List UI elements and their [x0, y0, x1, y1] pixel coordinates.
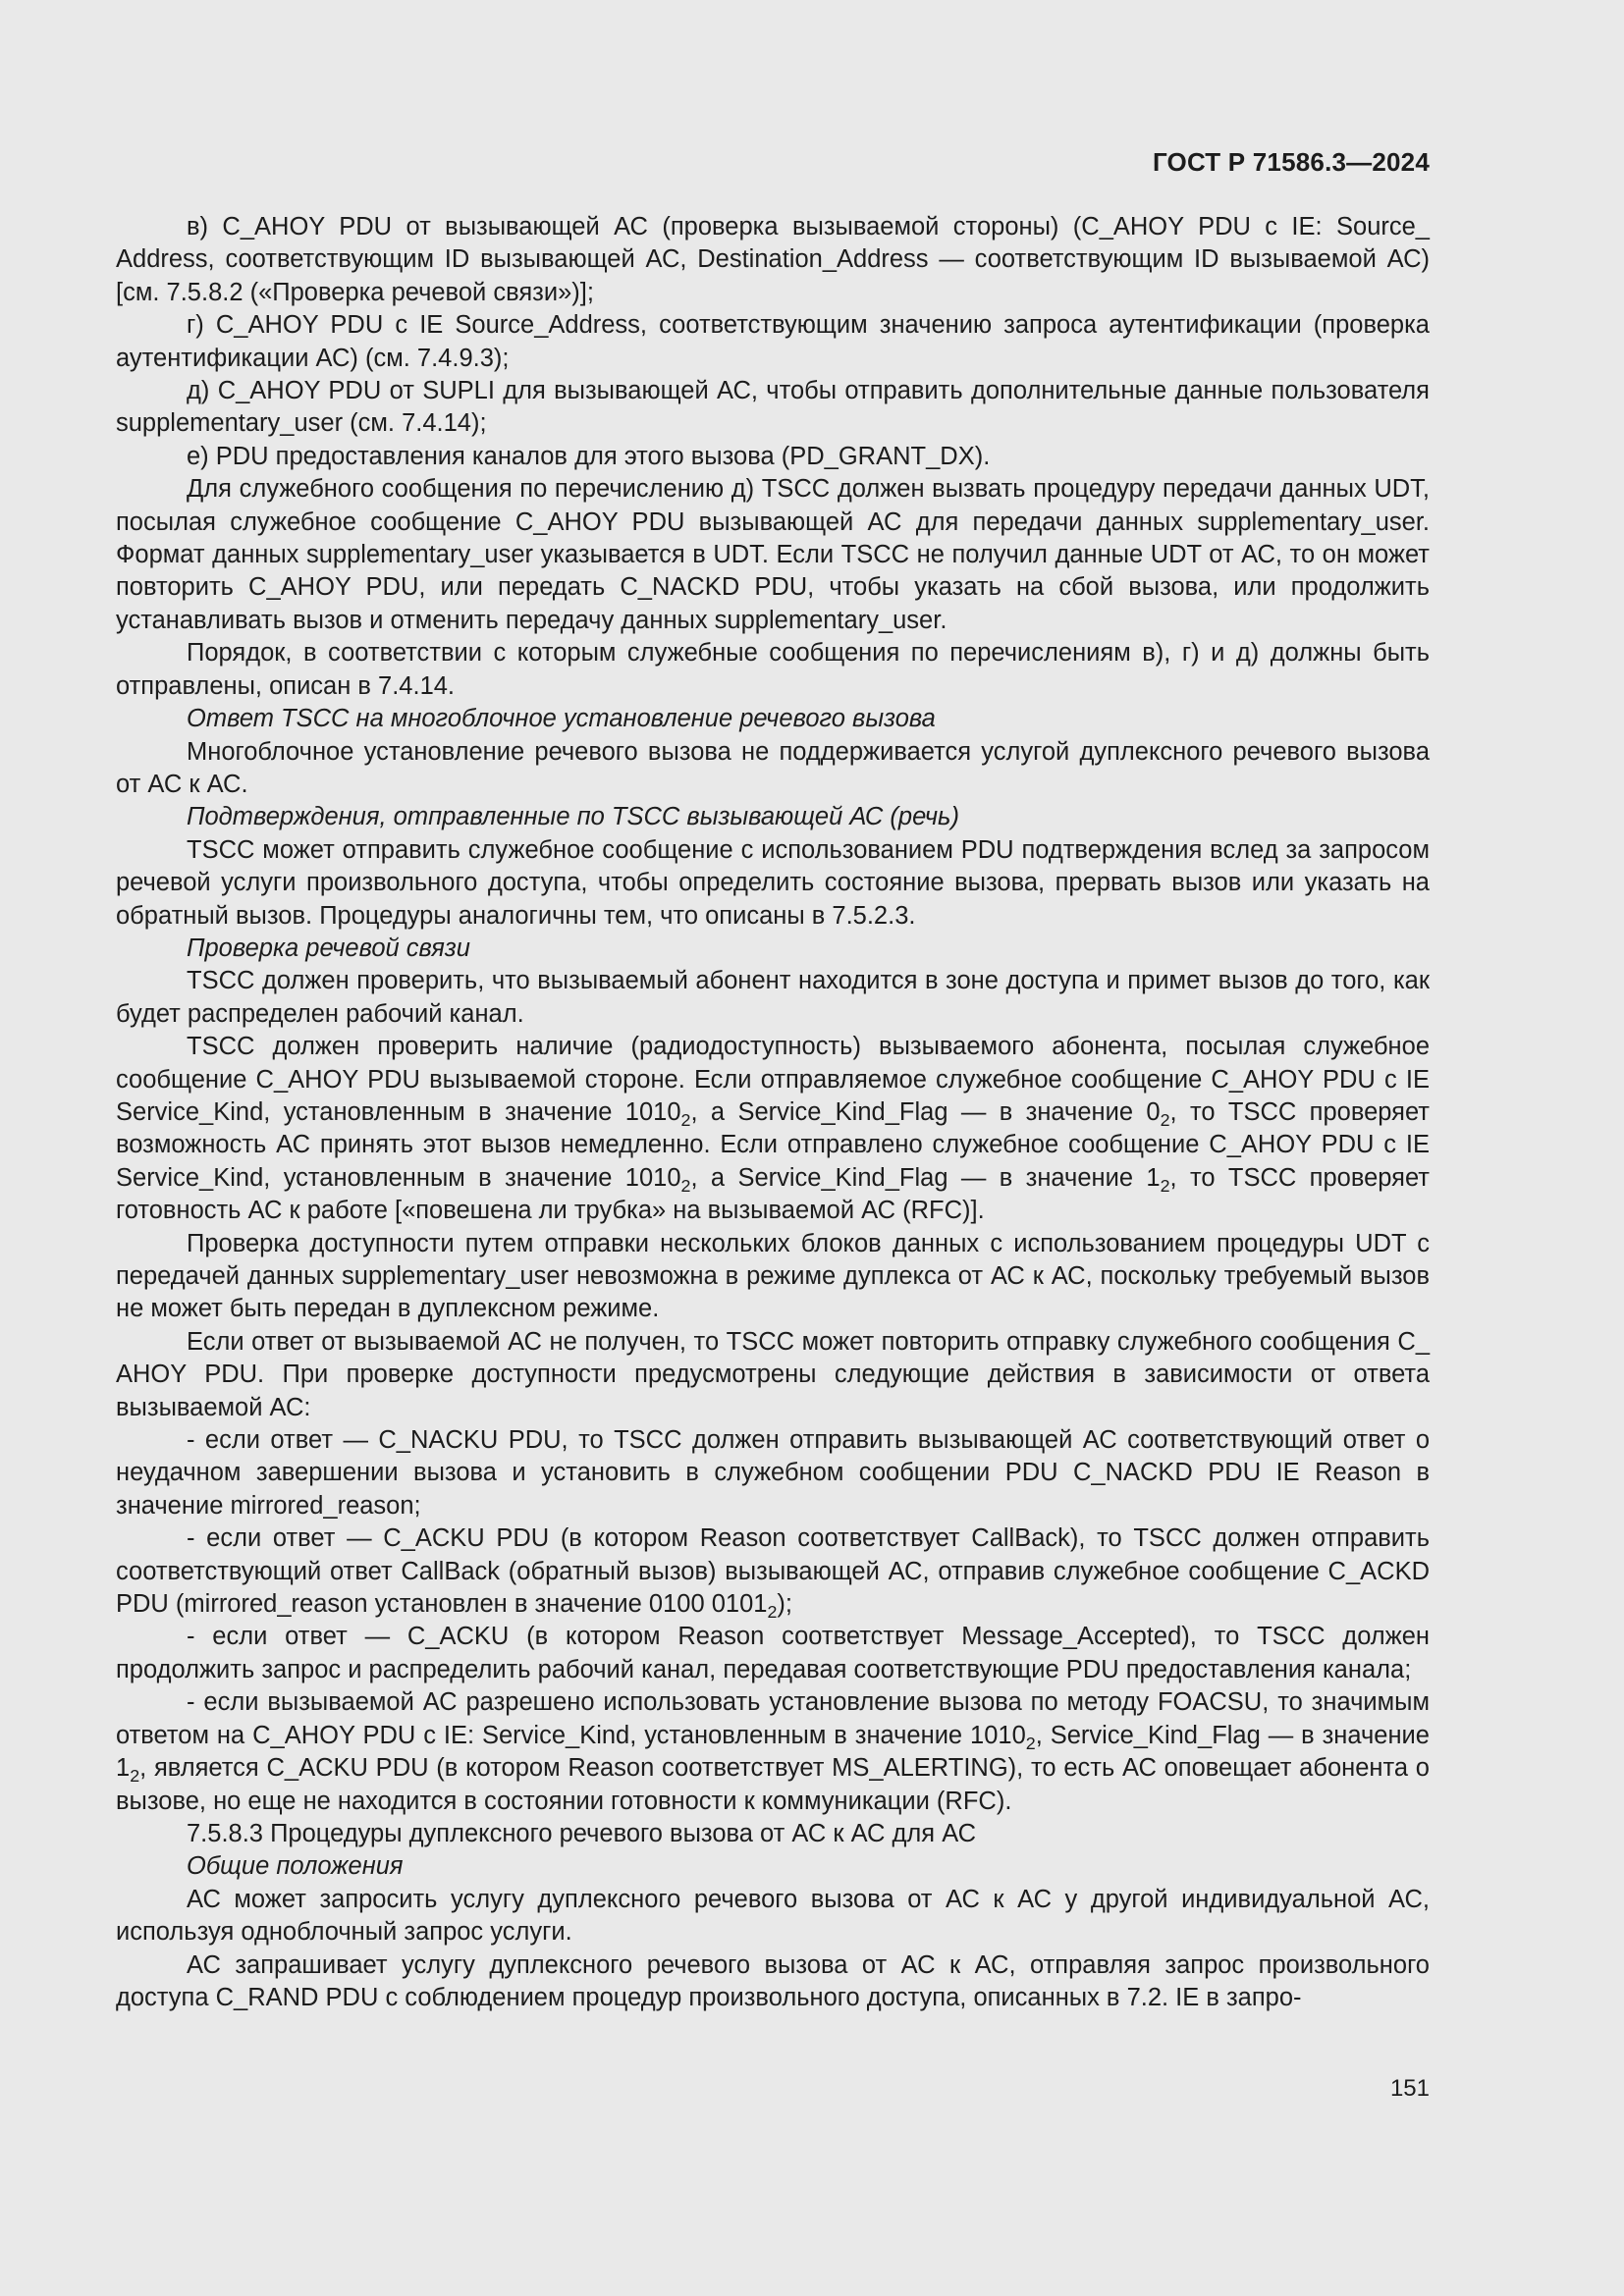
section-heading: 7.5.8.3 Процедуры дуплексного речевого вызова от АС к АС для АС — [187, 1819, 977, 1847]
document-header: ГОСТ Р 71586.3—2024 — [1152, 147, 1430, 177]
list-item: - если ответ — C_ACKU PDU (в котором Reason соответствует CallBack), то TSCC должен отправить соответствующий ответ CallBack (обратный вызов) вызывающей АС, отправив служебное сообщение C_ACKD PDU (mirrored_reason установлен в значение 0100 $0101_2$); — [116, 1524, 1431, 1623]
paragraph: Многоблочное установление речевого вызова не поддерживается услугой дуплексного речевого вызова от АС к АС. — [116, 737, 1430, 798]
list-item: - если ответ — C_ACKU (в котором Reason соответствует Message_Accepted), то TSCC должен продолжить запрос и распределить рабочий канал, передавая соответствующие PDU предоставления канала; — [116, 1623, 1431, 1683]
list-item-d: д) C_AHOY PDU от SUPLI для вызывающей АС, чтобы отправить дополнительные данные пользователя supplementary_user (см. 7.4.14); — [116, 377, 1430, 438]
list-item-e: е) PDU предоставления каналов для этого вызова (PD_GRANT_DX). — [187, 442, 991, 470]
paragraph: Для служебного сообщения по перечислению д) TSCC должен вызвать процедуру передачи данных UDT, посылая служебное сообщение C_AHOY PDU вызывающей АС для передачи данных supplementary_user. Формат данных supplementary_user указывается в UDT. Если TSCC не получил данные UDT от АС, то он может повторить C_AHOY PDU, или передать C_NACKD PDU, чтобы указать на сбой вызова, или продолжить устанавливать вызов и отменить передачу данных supplementary_user. — [116, 475, 1430, 634]
subheading: Общие положения — [187, 1852, 404, 1881]
paragraph: TSCC должен проверить, что вызываемый абонент находится в зоне доступа и примет вызов до того, как будет распределен рабочий канал. — [116, 967, 1430, 1028]
paragraph: АС запрашивает услугу дуплексного речевого вызова от АС к АС, отправляя запрос произвольного доступа C_RAND PDU с соблюдением процедур произвольного доступа, описанных в 7.2. IE в запро- — [116, 1950, 1430, 2011]
list-item-v: в) C_AHOY PDU от вызывающей АС (проверка вызываемой стороны) (C_AHOY PDU с IE: Source_Address, соответствующим ID вызывающей АС, Destination_Address — соответствующим ID вызываемой АС) [см. 7.5.8.2 («Проверка речевой связи»)]; — [116, 213, 1430, 306]
subheading: Проверка речевой связи — [187, 934, 470, 962]
paragraph: TSCC должен проверить наличие (радиодоступность) вызываемого абонента, посылая служебное сообщение C_AHOY PDU вызываемой стороне. Если отправляемое служебное сообщение C_AHOY PDU с IE Service_Kind, установленным в значение $1010_2$, а Service_Kind_Flag — в значение $0_2$, то TSCC проверяет возможность АС принять этот вызов немедленно. Если отправлено служебное сообщение C_AHOY PDU с IE Service_Kind, установленным в значение $1010_2$, а Service_Kind_Flag — в значение $1_2$, то TSCC проверяет готовность АС к работе [«повешена ли трубка» на вызываемой АС (RFC)]. — [116, 1033, 1430, 1225]
list-item-g: г) C_AHOY PDU с IE Source_Address, соответствующим значению запроса аутентификации (проверка аутентификации АС) (см. 7.4.9.3); — [116, 311, 1430, 372]
subheading: Ответ TSCC на многоблочное установление речевого вызова — [187, 705, 936, 733]
paragraph: Порядок, в соответствии с которым служебные сообщения по перечислениям в), г) и д) должны быть отправлены, описан в 7.4.14. — [116, 639, 1430, 700]
paragraph: АС может запросить услугу дуплексного речевого вызова от АС к АС у другой индивидуальной АС, используя одноблочный запрос услуги. — [116, 1885, 1430, 1947]
paragraph: Если ответ от вызываемой АС не получен, то TSCC может повторить отправку служебного сообщения C_AHOY PDU. При проверке доступности предусмотрены следующие действия в зависимости от ответа вызываемой АС: — [116, 1327, 1430, 1421]
page-number: 151 — [1389, 2075, 1430, 2102]
document-body — [116, 211, 1430, 2014]
list-item: - если ответ — C_NACKU PDU, то TSCC должен отправить вызывающей АС соответствующий ответ о неудачном завершении вызова и установить в служебном сообщении PDU C_NACKD PDU IE Reason в значение mirrored_reason; — [116, 1426, 1430, 1520]
paragraph: Проверка доступности путем отправки нескольких блоков данных с использованием процедуры UDT с передачей данных supplementary_user невозможна в режиме дуплекса от АС к АС, поскольку требуемый вызов не может быть передан в дуплексном режиме. — [116, 1229, 1430, 1323]
subheading: Подтверждения, отправленные по TSCC вызывающей АС (речь) — [187, 803, 959, 831]
list-item: - если вызываемой АС разрешено использовать установление вызова по методу FOACSU, то значимым ответом на C_AHOY PDU с IE: Service_Kind, установленным в значение $1010_2$, Service_Kind_Flag — в значение $1_2$, является C_ACKU PDU (в котором Reason соответствует MS_ALERTING), то есть АС оповещает абонента о вызове, но еще не находится в состоянии готовности к коммуникации (RFC). — [116, 1688, 1430, 1815]
paragraph: TSCC может отправить служебное сообщение с использованием PDU подтверждения вслед за запросом речевой услуги произвольного доступа, чтобы определить состояние вызова, прервать вызов или указать на обратный вызов. Процедуры аналогичны тем, что описаны в 7.5.2.3. — [116, 835, 1430, 930]
